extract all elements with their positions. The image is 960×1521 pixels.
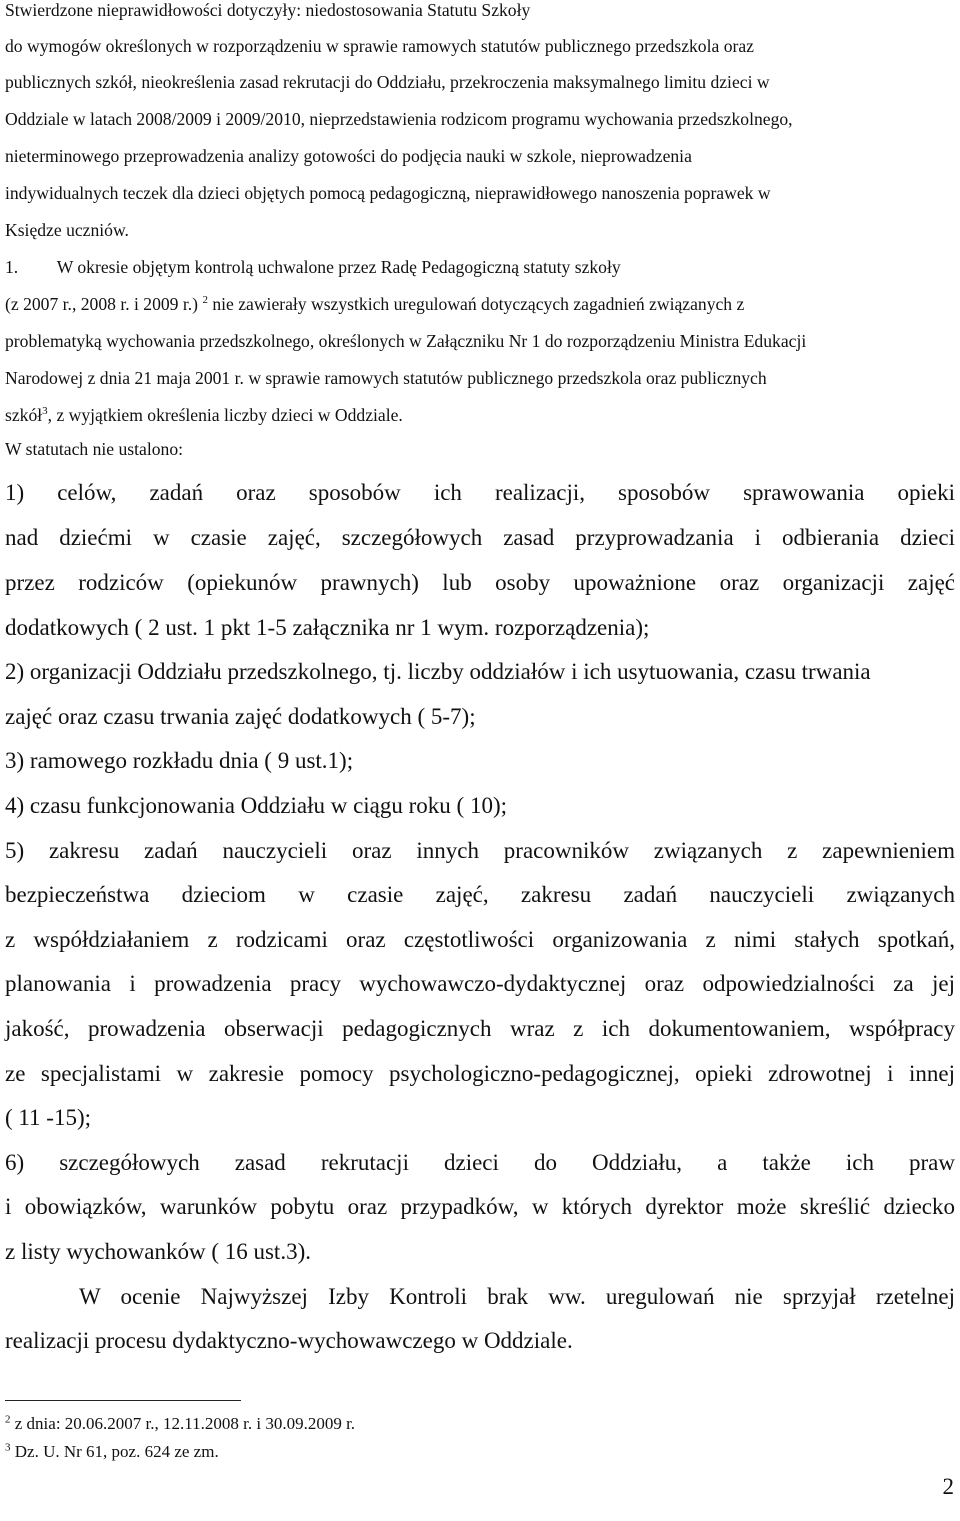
list-line: dodatkowych ( 2 ust. 1 pkt 1-5 załącznika nr 1 wym. rozporządzenia);: [5, 615, 650, 640]
list-line: ze specjalistami w zakresie pomocy psychologiczno-pedagogicznej, opieki zdrowotnej i innej: [5, 1061, 955, 1086]
conclusion-line: realizacji procesu dydaktyczno-wychowawczego w Oddziale.: [5, 1328, 573, 1353]
point1-line1: W okresie objętym kontrolą uchwalone przez Radę Pedagogiczną statuty szkoły: [56, 257, 621, 277]
list-line: planowania i prowadzenia pracy wychowawczo-dydaktycznej oraz odpowiedzialności za jej: [5, 971, 955, 996]
list-line: 3) ramowego rozkładu dnia ( 9 ust.1);: [5, 748, 354, 773]
list-line: zajęć oraz czasu trwania zajęć dodatkowych ( 5-7);: [5, 704, 476, 729]
list-line: 4) czasu funkcjonowania Oddziału w ciągu roku ( 10);: [5, 793, 508, 818]
point1-line3: problematyką wychowania przedszkolnego, określonych w Załączniku Nr 1 do rozporządzeniu Ministra Edukacji: [5, 331, 807, 351]
list-line: z współdziałaniem z rodzicami oraz częstotliwości organizowania z nimi stałych spotkań,: [5, 927, 955, 952]
point1-heading: [5, 257, 621, 278]
para1-line: indywidualnych teczek dla dzieci objętych pomocą pedagogiczną, nieprawidłowego nanoszenia poprawek w: [5, 183, 771, 203]
page-number: 2: [942, 1474, 954, 1499]
para1-line: Oddziale w latach 2008/2009 i 2009/2010, nieprzedstawienia rodzicom programu wychowania przedszkolnego,: [5, 109, 793, 129]
point1-line2: (z 2007 r., 2008 r. i 2009 r.) $^2$ nie zawierały wszystkich uregulowań dotyczących zagadnień związanych z: [5, 294, 745, 314]
footnote-3: $^3$ Dz. U. Nr 61, poz. 624 ze zm.: [5, 1441, 219, 1461]
point1-line5: szkół$^3$, z wyjątkiem określenia liczby dzieci w Oddziale.: [5, 405, 403, 425]
point1-line6: W statutach nie ustalono:: [5, 439, 184, 459]
list-line: 5) zakresu zadań nauczycieli oraz innych pracowników związanych z zapewnieniem: [5, 838, 955, 863]
footnote-separator: [5, 1400, 241, 1401]
para1-line: publicznych szkół, nieokreślenia zasad rekrutacji do Oddziału, przekroczenia maksymalnego limitu dzieci w: [5, 72, 770, 92]
point1-number: 1.: [5, 257, 19, 277]
para1-line: nieterminowego przeprowadzenia analizy gotowości do podjęcia nauki w szkole, nieprowadzenia: [5, 146, 692, 166]
footnote-ref-2: 2: [202, 294, 208, 307]
para1-line: Stwierdzone nieprawidłowości dotyczyły: niedostosowania Statutu Szkoły: [5, 0, 531, 20]
list-line: bezpieczeństwa dzieciom w czasie zajęć, zakresu zadań nauczycieli związanych: [5, 882, 955, 907]
para1-line: Księdze uczniów.: [5, 220, 129, 240]
footnote-2: $^2$ z dnia: 20.06.2007 r., 12.11.2008 r. i 30.09.2009 r.: [5, 1413, 356, 1433]
list-line: przez rodziców (opiekunów prawnych) lub osoby upoważnione oraz organizacji zajęć: [5, 570, 955, 595]
para1-line: do wymogów określonych w rozporządzeniu w sprawie ramowych statutów publicznego przedszkola oraz: [5, 36, 754, 56]
list-line: z listy wychowanków ( 16 ust.3).: [5, 1239, 311, 1264]
conclusion-line: W ocenie Najwyższej Izby Kontroli brak ww. uregulowań nie sprzyjał rzetelnej: [79, 1284, 955, 1309]
point1-line4: Narodowej z dnia 21 maja 2001 r. w sprawie ramowych statutów publicznego przedszkola oraz publicznych: [5, 368, 767, 388]
list-line: 2) organizacji Oddziału przedszkolnego, tj. liczby oddziałów i ich usytuowania, czasu trwania: [5, 659, 871, 684]
list-line: nad dziećmi w czasie zajęć, szczegółowych zasad przyprowadzania i odbierania dzieci: [5, 525, 955, 550]
footnote-ref-3: 3: [42, 405, 48, 418]
list-line: 1) celów, zadań oraz sposobów ich realizacji, sposobów sprawowania opieki: [5, 480, 955, 505]
list-line: 6) szczegółowych zasad rekrutacji dzieci do Oddziału, a także ich praw: [5, 1150, 955, 1175]
list-line: jakość, prowadzenia obserwacji pedagogicznych wraz z ich dokumentowaniem, współpracy: [5, 1016, 955, 1041]
list-line: i obowiązków, warunków pobytu oraz przypadków, w których dyrektor może skreślić dziecko: [5, 1194, 955, 1219]
list-line: ( 11 -15);: [5, 1105, 92, 1130]
